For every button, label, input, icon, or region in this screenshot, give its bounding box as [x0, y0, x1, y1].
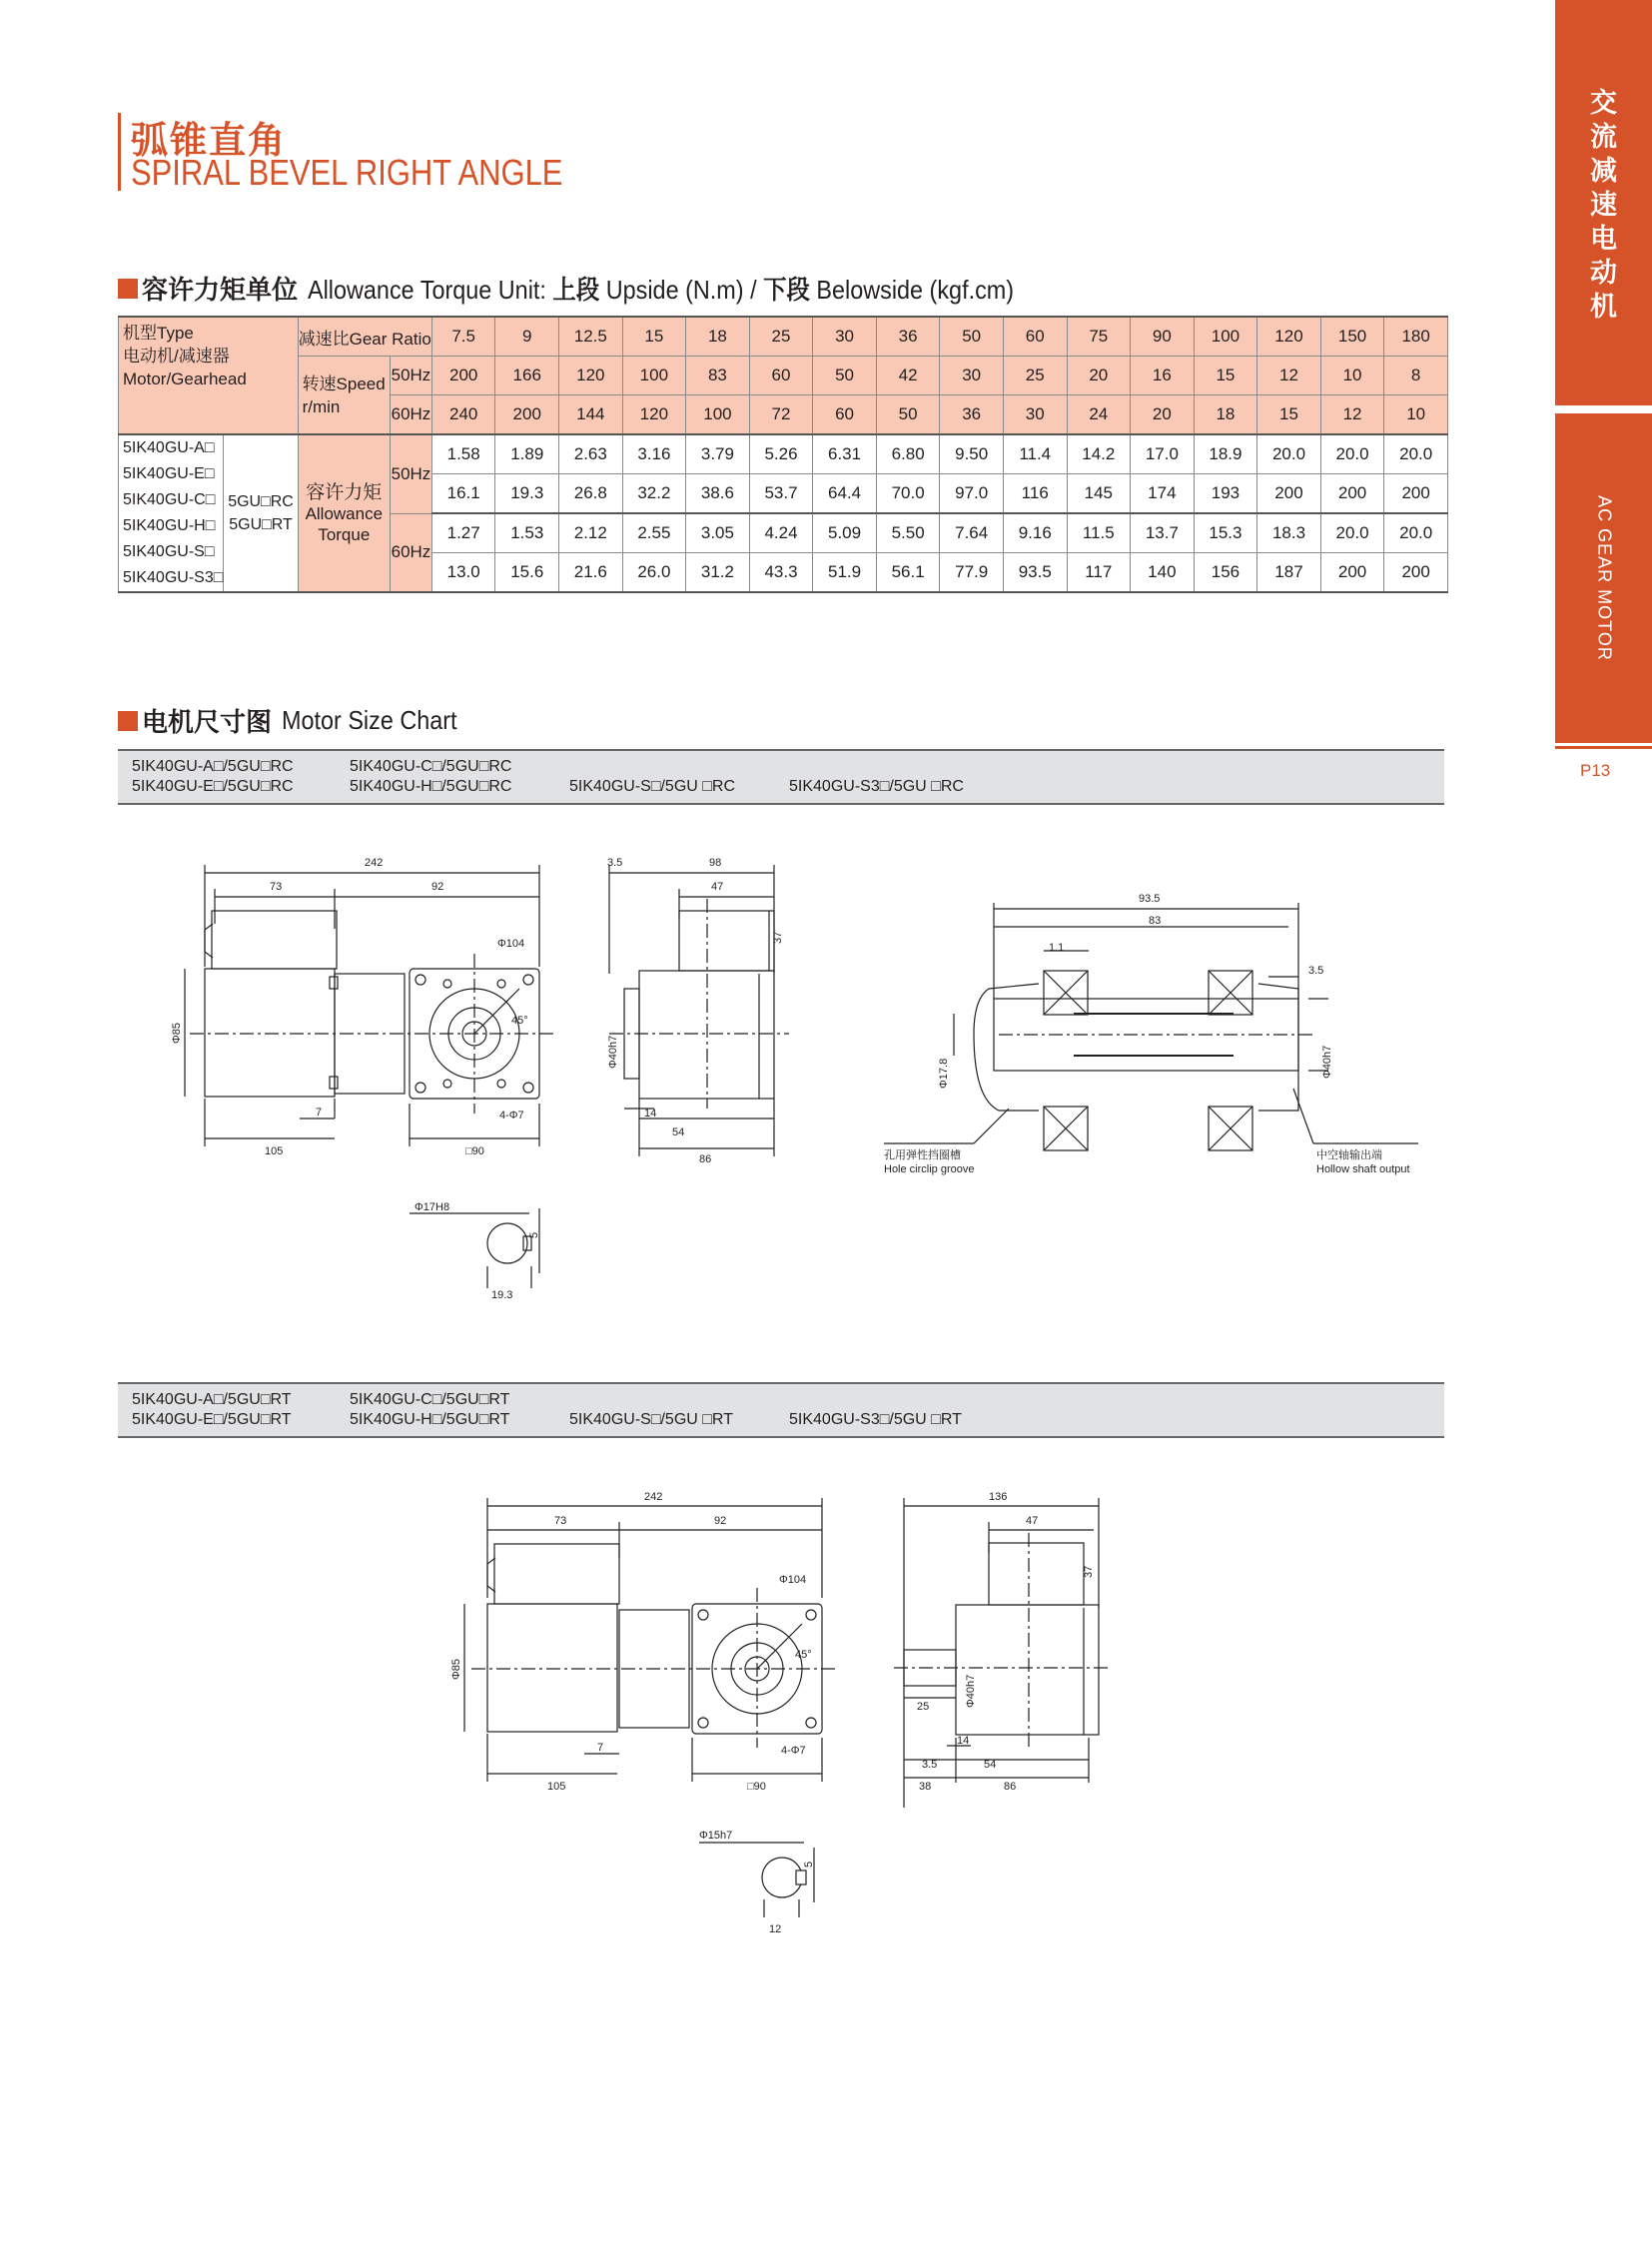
dim-12: 12 [769, 1923, 782, 1935]
dim-phi85: Φ85 [450, 1658, 462, 1680]
hollow-output-cn: 中空轴输出端 [1316, 1149, 1382, 1161]
torque-cell: 13.7 [1131, 513, 1195, 553]
ratio-cell: 90 [1131, 317, 1195, 357]
motor-model: 5IK40GU-S3□ [123, 569, 224, 586]
torque-cell: 18.9 [1194, 434, 1257, 474]
dim-86: 86 [699, 1153, 712, 1165]
speed-60-cell: 50 [876, 395, 940, 435]
torque-cell: 53.7 [749, 474, 813, 514]
speed-50-cell: 12 [1257, 357, 1321, 395]
dim-phi40h7: Φ40h7 [1321, 1045, 1333, 1079]
torque-cell: 9.50 [940, 434, 1004, 474]
torque-cell: 1.89 [495, 434, 559, 474]
torque-cell: 20.0 [1384, 513, 1448, 553]
dim-3p5: 3.5 [922, 1759, 938, 1771]
torque-cell: 9.16 [1003, 513, 1067, 553]
speed-60-cell: 240 [431, 395, 495, 435]
torque-cell: 156 [1194, 553, 1257, 593]
dim-phi85: Φ85 [171, 1022, 183, 1044]
torque-cell: 19.3 [495, 474, 559, 514]
speed-label: 转速Speed [302, 374, 386, 393]
torque-cell: 6.31 [813, 434, 877, 474]
dim-37: 37 [1083, 1565, 1095, 1578]
ratio-cell: 60 [1003, 317, 1067, 357]
dim-86: 86 [1004, 1781, 1017, 1793]
dim-47: 47 [1026, 1515, 1039, 1527]
torque-cell: 5.50 [876, 513, 940, 553]
torque-cell: 2.12 [559, 513, 623, 553]
torque-50hz-label: 50Hz [391, 434, 432, 513]
side-tab-char: 动 [1590, 258, 1617, 288]
side-tab-char: 电 [1590, 224, 1617, 254]
speed-50-cell: 120 [559, 357, 623, 395]
torque-cell: 193 [1194, 474, 1257, 514]
torque-cell: 1.53 [495, 513, 559, 553]
speed-50-cell: 8 [1384, 357, 1448, 395]
torque-cell: 16.1 [431, 474, 495, 514]
gearhead-model: 5GU□RC [228, 493, 294, 510]
torque-cell: 200 [1384, 553, 1448, 593]
ratio-cell: 50 [940, 317, 1004, 357]
dim-242: 242 [644, 1491, 663, 1503]
torque-cell: 70.0 [876, 474, 940, 514]
hole-circlip-en: Hole circlip groove [884, 1163, 975, 1175]
torque-cell: 187 [1257, 553, 1321, 593]
ratio-cell: 36 [876, 317, 940, 357]
ratio-cell: 100 [1194, 317, 1257, 357]
rt-model: 5IK40GU-H□/5GU□RT [350, 1411, 510, 1428]
speed-50-cell: 60 [749, 357, 813, 395]
rt-shaft-detail [699, 1843, 814, 1917]
dim-phi104: Φ104 [779, 1574, 807, 1586]
speed-50-cell: 15 [1194, 357, 1257, 395]
dim-92: 92 [714, 1515, 727, 1527]
torque-cell: 18.3 [1257, 513, 1321, 553]
torque-cell: 26.0 [622, 553, 686, 593]
torque-cell: 2.55 [622, 513, 686, 553]
torque-cell: 38.6 [686, 474, 750, 514]
dim-5: 5 [803, 1861, 815, 1868]
ratio-cell: 18 [686, 317, 750, 357]
dim-4phi7: 4-Φ7 [499, 1110, 524, 1121]
dim-73: 73 [270, 881, 283, 893]
side-tab-en-text: AC GEAR MOTOR [1594, 495, 1614, 661]
speed-60-cell: 144 [559, 395, 623, 435]
dim-105: 105 [547, 1781, 566, 1793]
page-number: P13 [1580, 761, 1611, 780]
ratio-cell: 150 [1320, 317, 1384, 357]
torque-cell: 5.26 [749, 434, 813, 474]
speed-50-cell: 30 [940, 357, 1004, 395]
speed-50-cell: 200 [431, 357, 495, 395]
motor-model: 5IK40GU-C□ [123, 491, 216, 508]
rc-side-view [185, 865, 554, 1146]
torque-cell: 20.0 [1320, 434, 1384, 474]
motor-gearhead-cn: 电动机/减速器 [123, 347, 230, 366]
side-tab-char: 交 [1590, 88, 1617, 118]
torque-cell: 200 [1320, 553, 1384, 593]
motor-gearhead-en: Motor/Gearhead [123, 370, 247, 388]
torque-cell: 43.3 [749, 553, 813, 593]
upside-en: Upside (N.m) / [605, 275, 757, 305]
rc-model: 5IK40GU-H□/5GU□RC [350, 778, 512, 795]
dim-54: 54 [672, 1126, 685, 1138]
hollow-shaft-section [884, 903, 1418, 1150]
torque-cell: 3.05 [686, 513, 750, 553]
dim-45deg: 45° [511, 1015, 528, 1027]
dim-14: 14 [957, 1735, 970, 1747]
dim-47: 47 [711, 881, 724, 893]
dim-phi40h7: Φ40h7 [607, 1035, 619, 1069]
speed-60-cell: 60 [813, 395, 877, 435]
dim-7: 7 [316, 1107, 323, 1119]
motor-model: 5IK40GU-S□ [123, 543, 215, 560]
torque-cell: 26.8 [559, 474, 623, 514]
torque-cell: 15.6 [495, 553, 559, 593]
dim-19p3: 19.3 [491, 1289, 513, 1301]
speed-50-cell: 42 [876, 357, 940, 395]
speed-60hz-label: 60Hz [391, 395, 432, 435]
rc-bore-detail [410, 1208, 539, 1288]
torque-cell: 20.0 [1257, 434, 1321, 474]
torque-cell: 117 [1067, 553, 1131, 593]
gearhead-model: 5GU□RT [229, 516, 293, 533]
rt-model: 5IK40GU-S□/5GU □RT [569, 1411, 733, 1428]
torque-heading-cn: 容许力矩单位 [142, 275, 299, 305]
torque-cell: 15.3 [1194, 513, 1257, 553]
torque-cell: 11.4 [1003, 434, 1067, 474]
ratio-cell: 7.5 [431, 317, 495, 357]
speed-50-cell: 25 [1003, 357, 1067, 395]
rc-model: 5IK40GU-S□/5GU □RC [569, 778, 736, 795]
ratio-cell: 180 [1384, 317, 1448, 357]
size-heading-cn: 电机尺寸图 [142, 707, 273, 737]
torque-label-en1: Allowance [305, 503, 384, 523]
torque-cell: 17.0 [1131, 434, 1195, 474]
torque-cell: 77.9 [940, 553, 1004, 593]
torque-cell: 174 [1131, 474, 1195, 514]
size-heading-en: Motor Size Chart [282, 705, 457, 735]
torque-cell: 200 [1257, 474, 1321, 514]
torque-cell: 200 [1320, 474, 1384, 514]
dim-1p1: 1.1 [1049, 942, 1065, 954]
dim-93p5: 93.5 [1139, 893, 1161, 905]
torque-cell: 13.0 [431, 553, 495, 593]
dim-98: 98 [709, 857, 722, 869]
torque-cell: 200 [1384, 474, 1448, 514]
dim-92: 92 [431, 881, 444, 893]
belowside-cn: 下段 [763, 275, 810, 305]
torque-cell: 6.80 [876, 434, 940, 474]
rc-model: 5IK40GU-C□/5GU□RC [350, 758, 512, 775]
speed-60-cell: 72 [749, 395, 813, 435]
torque-cell: 7.64 [940, 513, 1004, 553]
dim-25: 25 [917, 1701, 930, 1713]
ratio-cell: 12.5 [559, 317, 623, 357]
torque-heading-unit: Allowance Torque Unit: [308, 275, 546, 305]
speed-50-cell: 16 [1131, 357, 1195, 395]
ratio-cell: 15 [622, 317, 686, 357]
torque-cell: 2.63 [559, 434, 623, 474]
hole-circlip-cn: 孔用弹性挡圈槽 [884, 1149, 961, 1161]
dim-37: 37 [772, 931, 784, 944]
torque-cell: 1.58 [431, 434, 495, 474]
torque-cell: 3.16 [622, 434, 686, 474]
rt-model: 5IK40GU-S3□/5GU □RT [789, 1411, 962, 1428]
rc-model: 5IK40GU-A□/5GU□RC [132, 758, 294, 775]
speed-60-cell: 20 [1131, 395, 1195, 435]
speed-50-cell: 100 [622, 357, 686, 395]
speed-60-cell: 30 [1003, 395, 1067, 435]
torque-cell: 11.5 [1067, 513, 1131, 553]
dim-7: 7 [597, 1742, 604, 1754]
torque-cell: 32.2 [622, 474, 686, 514]
torque-60hz-label: 60Hz [391, 513, 432, 592]
dim-136: 136 [989, 1491, 1008, 1503]
belowside-en: Belowside (kgf.cm) [816, 275, 1015, 305]
speed-60-cell: 24 [1067, 395, 1131, 435]
page-title-en: SPIRAL BEVEL RIGHT ANGLE [131, 152, 563, 193]
torque-cell: 5.09 [813, 513, 877, 553]
dim-242: 242 [365, 857, 384, 869]
speed-50-cell: 20 [1067, 357, 1131, 395]
side-tab-char: 速 [1590, 190, 1617, 220]
dim-3p5: 3.5 [1308, 965, 1324, 977]
dim-square-90: □90 [465, 1145, 484, 1157]
dim-phi17h8: Φ17H8 [414, 1201, 450, 1213]
speed-60-cell: 100 [686, 395, 750, 435]
page-title-cn: 弧锥直角 [131, 120, 287, 161]
dim-73: 73 [554, 1515, 567, 1527]
dim-38: 38 [919, 1781, 932, 1793]
speed-60-cell: 15 [1257, 395, 1321, 435]
torque-label-en2: Torque [318, 524, 371, 544]
torque-cell: 64.4 [813, 474, 877, 514]
motor-model: 5IK40GU-E□ [123, 465, 215, 482]
torque-cell: 4.24 [749, 513, 813, 553]
ratio-cell: 25 [749, 317, 813, 357]
ratio-cell: 120 [1257, 317, 1321, 357]
rt-model: 5IK40GU-C□/5GU□RT [350, 1391, 510, 1408]
speed-60-cell: 10 [1384, 395, 1448, 435]
speed-unit: r/min [302, 396, 341, 416]
torque-label-cn: 容许力矩 [306, 481, 383, 503]
rt-model: 5IK40GU-A□/5GU□RT [132, 1391, 292, 1408]
speed-50-cell: 50 [813, 357, 877, 395]
torque-cell: 3.79 [686, 434, 750, 474]
upside-cn: 上段 [552, 275, 600, 305]
side-tab-char: 机 [1590, 292, 1617, 322]
speed-60-cell: 36 [940, 395, 1004, 435]
rc-front-view [609, 865, 789, 1156]
rt-side-view [464, 1498, 837, 1782]
rc-model: 5IK40GU-E□/5GU□RC [132, 778, 294, 795]
speed-50-cell: 10 [1320, 357, 1384, 395]
dim-phi40h7: Φ40h7 [965, 1674, 977, 1708]
dim-3p5: 3.5 [607, 857, 623, 869]
speed-60-cell: 120 [622, 395, 686, 435]
dim-14: 14 [644, 1108, 657, 1120]
dim-105: 105 [265, 1145, 284, 1157]
torque-cell: 97.0 [940, 474, 1004, 514]
motor-model: 5IK40GU-H□ [123, 517, 216, 534]
rc-model: 5IK40GU-S3□/5GU □RC [789, 778, 964, 795]
motor-model: 5IK40GU-A□ [123, 439, 215, 456]
speed-60-cell: 200 [495, 395, 559, 435]
torque-cell: 14.2 [1067, 434, 1131, 474]
torque-cell: 1.27 [431, 513, 495, 553]
torque-cell: 31.2 [686, 553, 750, 593]
ratio-cell: 30 [813, 317, 877, 357]
speed-50-cell: 83 [686, 357, 750, 395]
side-tab-char: 减 [1590, 156, 1617, 186]
speed-50hz-label: 50Hz [391, 357, 432, 395]
dim-4phi7: 4-Φ7 [781, 1745, 806, 1757]
dim-square-90: □90 [747, 1781, 766, 1793]
hollow-output-en: Hollow shaft output [1316, 1163, 1410, 1175]
torque-cell: 51.9 [813, 553, 877, 593]
torque-cell: 145 [1067, 474, 1131, 514]
ratio-header: 减速比Gear Ratio [298, 317, 431, 357]
dim-phi17p8: Φ17.8 [938, 1058, 950, 1089]
rt-model: 5IK40GU-E□/5GU□RT [132, 1411, 292, 1428]
torque-cell: 93.5 [1003, 553, 1067, 593]
dim-45deg: 45° [795, 1649, 812, 1661]
torque-cell: 20.0 [1384, 434, 1448, 474]
torque-cell: 116 [1003, 474, 1067, 514]
dim-phi15h7: Φ15h7 [699, 1830, 733, 1842]
dim-phi104: Φ104 [497, 938, 525, 950]
type-label: 机型Type [123, 324, 194, 343]
speed-60-cell: 18 [1194, 395, 1257, 435]
torque-cell: 56.1 [876, 553, 940, 593]
side-tab-char: 流 [1590, 122, 1617, 152]
speed-50-cell: 166 [495, 357, 559, 395]
dim-83: 83 [1149, 915, 1162, 927]
torque-cell: 140 [1131, 553, 1195, 593]
ratio-cell: 75 [1067, 317, 1131, 357]
torque-cell: 20.0 [1320, 513, 1384, 553]
dim-54: 54 [984, 1759, 997, 1771]
ratio-cell: 9 [495, 317, 559, 357]
speed-60-cell: 12 [1320, 395, 1384, 435]
dim-5: 5 [528, 1231, 540, 1238]
torque-cell: 21.6 [559, 553, 623, 593]
